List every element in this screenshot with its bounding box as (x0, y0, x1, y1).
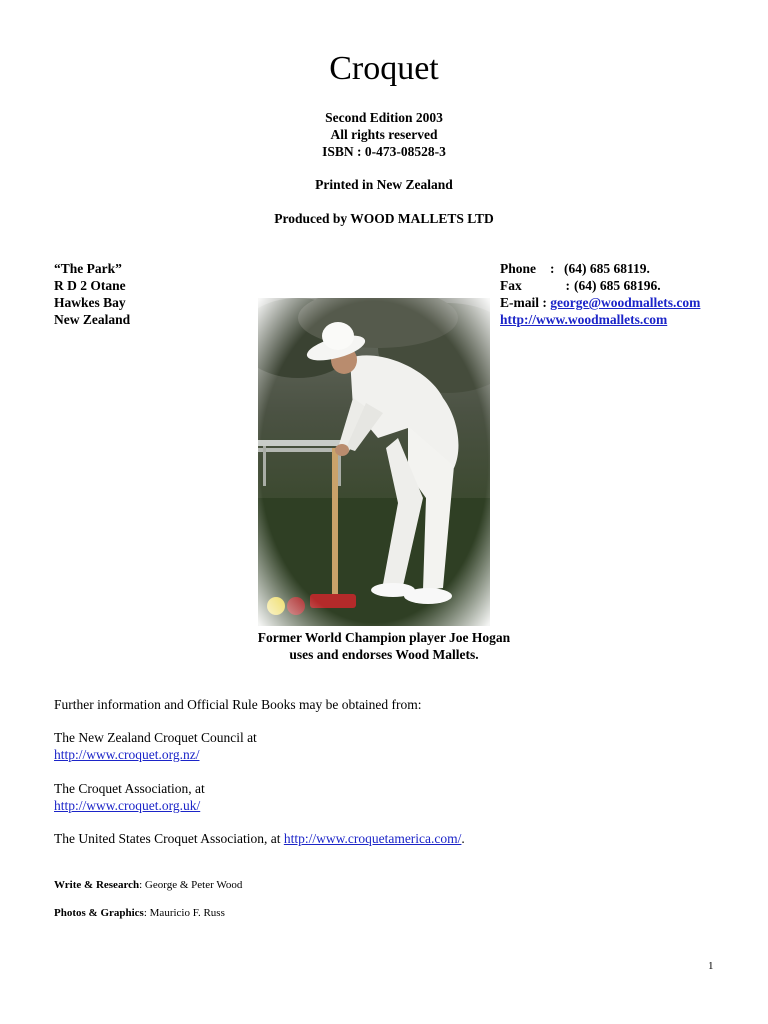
us-association-label: The United States Croquet Association, at (54, 831, 284, 846)
croquet-association-text: The Croquet Association, at (54, 781, 205, 796)
phone-separator: : (550, 261, 555, 276)
caption-line: uses and endorses Wood Mallets. (289, 647, 479, 662)
photos-graphics-value: : Mauricio F. Russ (143, 907, 225, 919)
info-intro: Further information and Official Rule Books may be obtained from: (54, 697, 422, 712)
us-association-period: . (461, 831, 465, 846)
address-line: R D 2 Otane (54, 278, 126, 293)
produced-text: Produced by WOOD MALLETS LTD (274, 211, 494, 226)
fax-label: Fax (500, 278, 522, 293)
contact-details (500, 260, 700, 328)
us-association-text (54, 830, 465, 847)
isbn-text: ISBN : 0-473-08528-3 (322, 144, 446, 159)
phone-value: (64) 685 68119. (564, 261, 650, 276)
address-line: New Zealand (54, 312, 131, 327)
email-label: E-mail : (500, 295, 547, 310)
edition-text: Second Edition 2003 (325, 110, 443, 125)
nz-council-text: The New Zealand Croquet Council at (54, 730, 257, 745)
croquet-association-link[interactable]: http://www.croquet.org.uk/ (54, 798, 201, 813)
us-association-link[interactable]: http://www.croquetamerica.com/ (283, 831, 462, 846)
fax-value: (64) 685 68196. (574, 278, 661, 293)
photos-graphics-label: Photos & Graphics (54, 907, 144, 919)
address-line: “The Park” (54, 261, 122, 276)
page-number: 1 (708, 960, 714, 972)
website-row (500, 311, 700, 328)
write-research-credit (54, 879, 242, 891)
croquet-player-photo (258, 298, 490, 626)
printed-text: Printed in New Zealand (315, 177, 453, 192)
write-research-value: : George & Peter Wood (139, 879, 243, 891)
write-research-label: Write & Research (54, 879, 140, 891)
fax-row (500, 277, 700, 294)
photos-graphics-credit (54, 907, 225, 919)
address-line: Hawkes Bay (54, 295, 126, 310)
phone-row (500, 260, 700, 277)
postal-address (54, 260, 130, 328)
email-link[interactable]: george@woodmallets.com (550, 295, 701, 310)
photo-caption (0, 629, 768, 663)
website-link[interactable]: http://www.woodmallets.com (500, 312, 668, 327)
rights-text: All rights reserved (330, 127, 438, 142)
email-row (500, 294, 700, 311)
fax-separator: : (565, 278, 570, 293)
nz-council-link[interactable]: http://www.croquet.org.nz/ (54, 747, 200, 762)
caption-line: Former World Champion player Joe Hogan (257, 630, 511, 645)
document-title: Croquet (329, 50, 439, 87)
phone-label: Phone (500, 261, 537, 276)
